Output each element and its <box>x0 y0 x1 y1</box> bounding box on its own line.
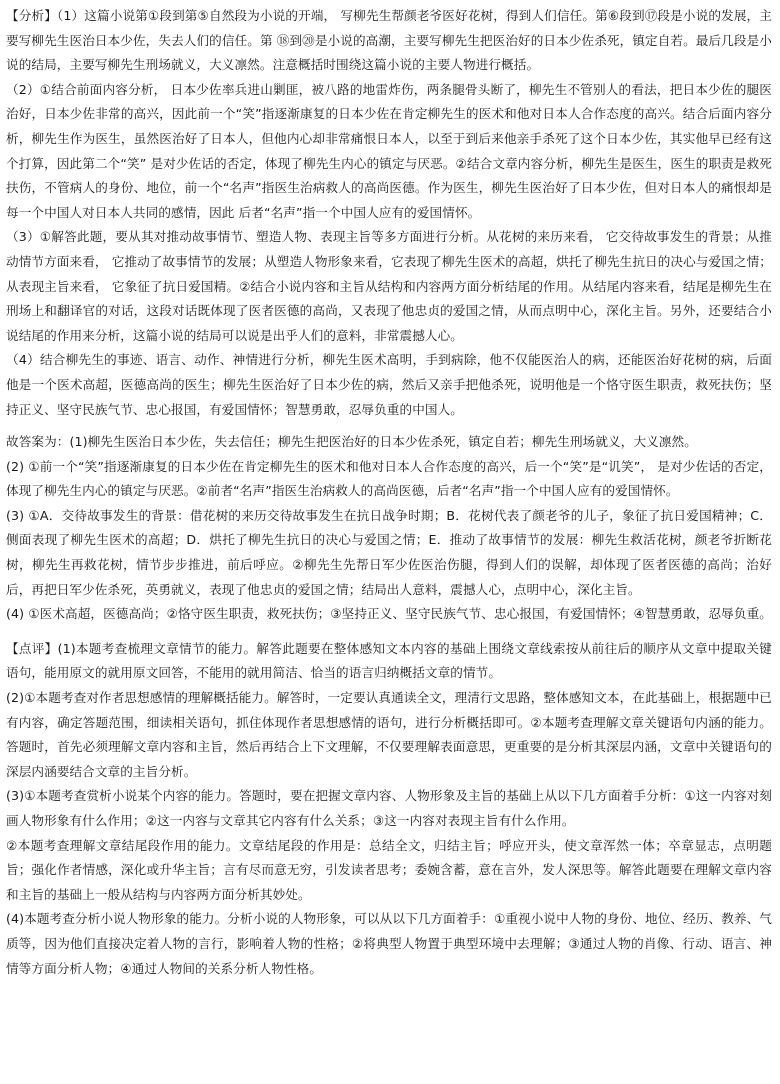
section-divider <box>6 422 772 430</box>
answer-paragraph-3: (3) ①A．交待故事发生的背景：借花树的来历交待故事发生在抗日战争时期；B．花树代表了颜老爷的儿子，象征了抗日爱国精神；C．侧面表现了柳先生医术的高超；D．烘托了柳先生抗日的决心与爱国之情；E．推动了故事情节的发展：柳先生救活花树，颜老爷折断花树，柳先生再救花树，情节步步推进，前后呼应。②柳先生先帮日军少佐医治伤腿，得到人们的误解，却体现了医者医德的高尚；治好后，再把日军少佐杀死，英勇就义，表现了他忠贞的爱国之情；结局出人意料，震撼人心，点明中心，深化主旨。 <box>6 507 772 597</box>
comment-paragraph-2: (2)①本题考查对作者思想感情的理解概括能力。解答时，一定要认真通读全文，理清行文思路，整体感知文本，在此基础上，根据题中已有内容，确定答题范围，细读相关语句，抓住体现作者思想感情的语句，进行分析概括即可。②本题考查理解文章关键语句内涵的能力。答题时，首先必须理解文章内容和主旨，然后再结合上下文理解，不仅要理解表面意思，更重要的是分析其深层内涵，文章中关键语句的深层内涵要结合文章的主旨分析。 <box>6 690 772 779</box>
comment-section <box>6 637 772 981</box>
analysis-paragraph-4: （4）结合柳先生的事迹、语言、动作、神情进行分析，柳先生医术高明，手到病除，他不仅能医治人的病，还能医治好花树的病，后面他是一个医术高超，医德高尚的医生；柳先生医治好了日本少佐的病，然后又亲手把他杀死，说明他是一个恪守医生职责，救死扶伤；坚持正义、坚守民族气节、忠心报国，有爱国情怀；智慧勇敢，忍辱负重的中国人。 <box>6 352 772 417</box>
answers-section <box>6 430 772 627</box>
analysis-paragraph-3: （3）①解答此题，要从其对推动故事情节、塑造人物、表现主旨等多方面进行分析。从花树的来历来看， 它交待故事发生的背景；从推动情节方面来看， 它推动了故事情节的发展；从塑造人物形象来看，它表现了柳先生医术的高超，烘托了柳先生抗日的决心与爱国之情；从表现主旨来看， 它象征了抗日爱国精。②结合小说内容和主旨从结构和内容两方面分析结尾的作用。从结尾内容来看，结尾是柳先生在刑场上和翻译官的对话，这段对话既体现了医者医德的高尚，又表现了他忠贞的爱国之情，从而点明中心，深化主旨。另外，还要结合小说结尾的作用来分析，这篇小说的结局可以说是出乎人们的意料，非常震撼人心。 <box>6 229 772 343</box>
analysis-paragraph-2: （2）①结合前面内容分析， 日本少佐率兵进山剿匪，被八路的地雷炸伤，两条腿骨头断了，柳先生不管别人的看法，把日本少佐的腿医治好，日本少佐非常的高兴，因此前一个“笑”指逐渐康复的日本少佐在肯定柳先生的医术和他对日本人合作态度的高兴。结合后面内容分析，柳先生作为医生，虽然医治好了日本人，但他内心却非常痛恨日本人，以至于到后来他亲手杀死了这个日本少佐，其实他早已经有这个打算，因此第二个“笑” 是对少佐话的否定，体现了柳先生内心的镇定与厌恶。②结合文章内容分析，柳先生是医生，医生的职责是救死扶伤，不管病人的身份、地位，前一个“名声”指医生治病救人的高尚医德。作为医生，柳先生医治好了日本少佐，但对日本人的痛恨却是每一个中国人对日本人共同的感情，因此 后者“名声”指一个中国人应有的爱国情怀。 <box>6 81 772 220</box>
analysis-section <box>6 4 772 422</box>
comment-paragraph-4: ②本题考查理解文章结尾段作用的能力。文章结尾段的作用是：总结全文，归结主旨；呼应开头，使文章浑然一体；卒章显志，点明题旨；强化作者情感，深化或升华主旨；言有尽而意无穷，引发读者思考；委婉含蓄，意在言外，发人深思等。解答此题要在理解文章内容和主旨的基础上一般从结构与内容两方面分析其妙处。 <box>6 837 772 902</box>
answer-paragraph-2: (2) ①前一个“笑”指逐渐康复的日本少佐在肯定柳先生的医术和他对日本人合作态度的高兴，后一个“笑”是“讥笑”， 是对少佐话的否定，体现了柳先生内心的镇定与厌恶。②前者“名声”指医生治病救人的高尚医德，后者“名声”指一个中国人应有的爱国情怀。 <box>6 458 772 499</box>
comment-paragraph-5: (4)本题考查分析小说人物形象的能力。分析小说的人物形象，可以从以下几方面着手：①重视小说中人物的身份、地位、经历、教养、气质等，因为他们直接决定着人物的言行，影响着人物的性格；②将典型人物置于典型环境中去理解；③通过人物的肖像、行动、语言、神情等方面分析人物；④通过人物间的关系分析人物性格。 <box>6 911 772 976</box>
section-divider <box>6 627 772 637</box>
comment-paragraph-3: (3)①本题考查赏析小说某个内容的能力。答题时，要在把握文章内容、人物形象及主旨的基础上从以下几方面着手分析：①这一内容对刻画人物形象有什么作用；②这一内容与文章其它内容有什么关系；③这一内容对表现主旨有什么作用。 <box>6 788 772 828</box>
answer-paragraph-1: 故答案为：(1)柳先生医治日本少佐，失去信任；柳先生把医治好的日本少佐杀死，镇定自若；柳先生刑场就义，大义凛然。 <box>6 434 697 450</box>
comment-paragraph-1: 【点评】(1)本题考查梳理文章情节的能力。解答此题要在整体感知文本内容的基础上围绕文章线索按从前往后的顺序从文章中提取关键语句，能用原文的就用原文回答，不能用的就用简洁、恰当的语言归纳概括文章的情节。 <box>6 640 772 681</box>
answer-paragraph-4: (4) ①医术高超，医德高尚；②恪守医生职责，救死扶伤；③坚持正义、坚守民族气节、忠心报国，有爱国情怀；④智慧勇敢，忍辱负重。 <box>6 606 772 622</box>
analysis-paragraph-1: 【分析】（1）这篇小说第①段到第⑤自然段为小说的开端， 写柳先生帮颜老爷医好花树，得到人们信任。第⑥段到⑰段是小说的发展，主要写柳先生医治日本少佐，失去人们的信任。第 ⑱到⑳是小说的高潮，主要写柳先生把医治好的日本少佐杀死，镇定自若。最后几段是小说的结局，主要写柳先生刑场就义，大义凛然。注意概括时围绕这篇小说的主要人物进行概括。 <box>6 8 772 73</box>
